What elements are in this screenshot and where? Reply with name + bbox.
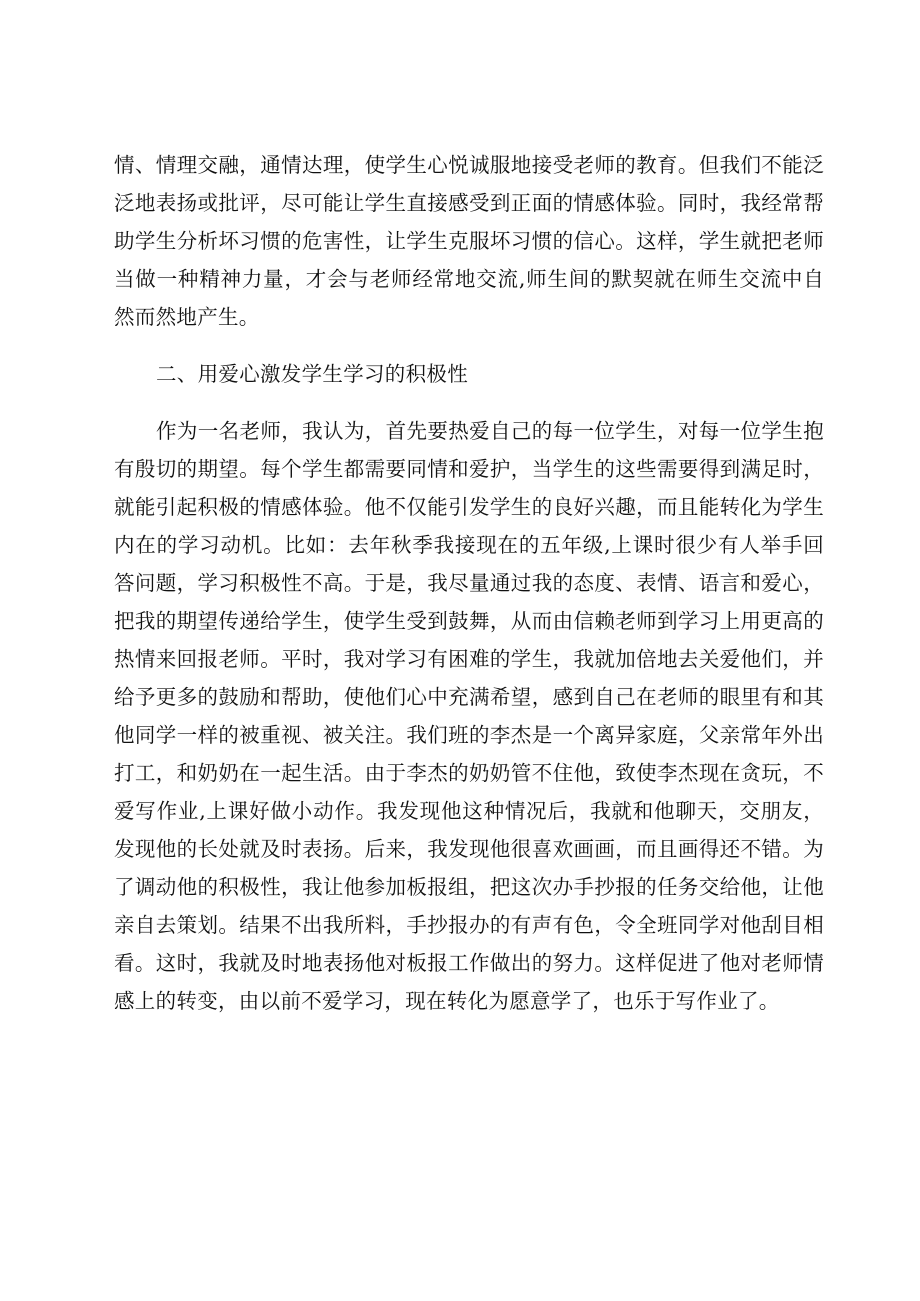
document-page [114,146,824,1020]
paragraph-body: 作为一名老师，我认为，首先要热爱自己的每一位学生，对每一位学生抱有殷切的期望。每个学生都需要同情和爱护，当学生的这些需要得到满足时，就能引起积极的情感体验。他不仅能引发学生的良好兴趣，而且能转化为学生内在的学习动机。比如：去年秋季我接现在的五年级,上课时很少有人举手回答问题，学习积极性不高。于是，我尽量通过我的态度、表情、语言和爱心，把我的期望传递给学生，使学生受到鼓舞，从而由信赖老师到学习上用更高的热情来回报老师。平时，我对学习有困难的学生，我就加倍地去关爱他们，并给予更多的鼓励和帮助，使他们心中充满希望，感到自己在老师的眼里有和其他同学一样的被重视、被关注。我们班的李杰是一个离异家庭，父亲常年外出打工，和奶奶在一起生活。由于李杰的奶奶管不住他，致使李杰现在贪玩，不爱写作业,上课好做小动作。我发现他这种情况后，我就和他聊天，交朋友，发现他的长处就及时表扬。后来，我发现他很喜欢画画，而且画得还不错。为了调动他的积极性，我让他参加板报组，把这次办手抄报的任务交给他，让他亲自去策划。结果不出我所料，手抄报办的有声有色，令全班同学对他刮目相看。这时，我就及时地表扬他对板报工作做出的努力。这样促进了他对老师情感上的转变，由以前不爱学习，现在转化为愿意学了，也乐于写作业了。 [114,419,824,1013]
paragraph-continuation: 情、情理交融，通情达理，使学生心悦诚服地接受老师的教育。但我们不能泛泛地表扬或批评，尽可能让学生直接感受到正面的情感体验。同时，我经常帮助学生分析坏习惯的危害性，让学生克服坏习惯的信心。这样，学生就把老师当做一种精神力量，才会与老师经常地交流,师生间的默契就在师生交流中自然而然地产生。 [114,153,824,329]
section-heading: 二、用爱心激发学生学习的积极性 [156,362,468,386]
